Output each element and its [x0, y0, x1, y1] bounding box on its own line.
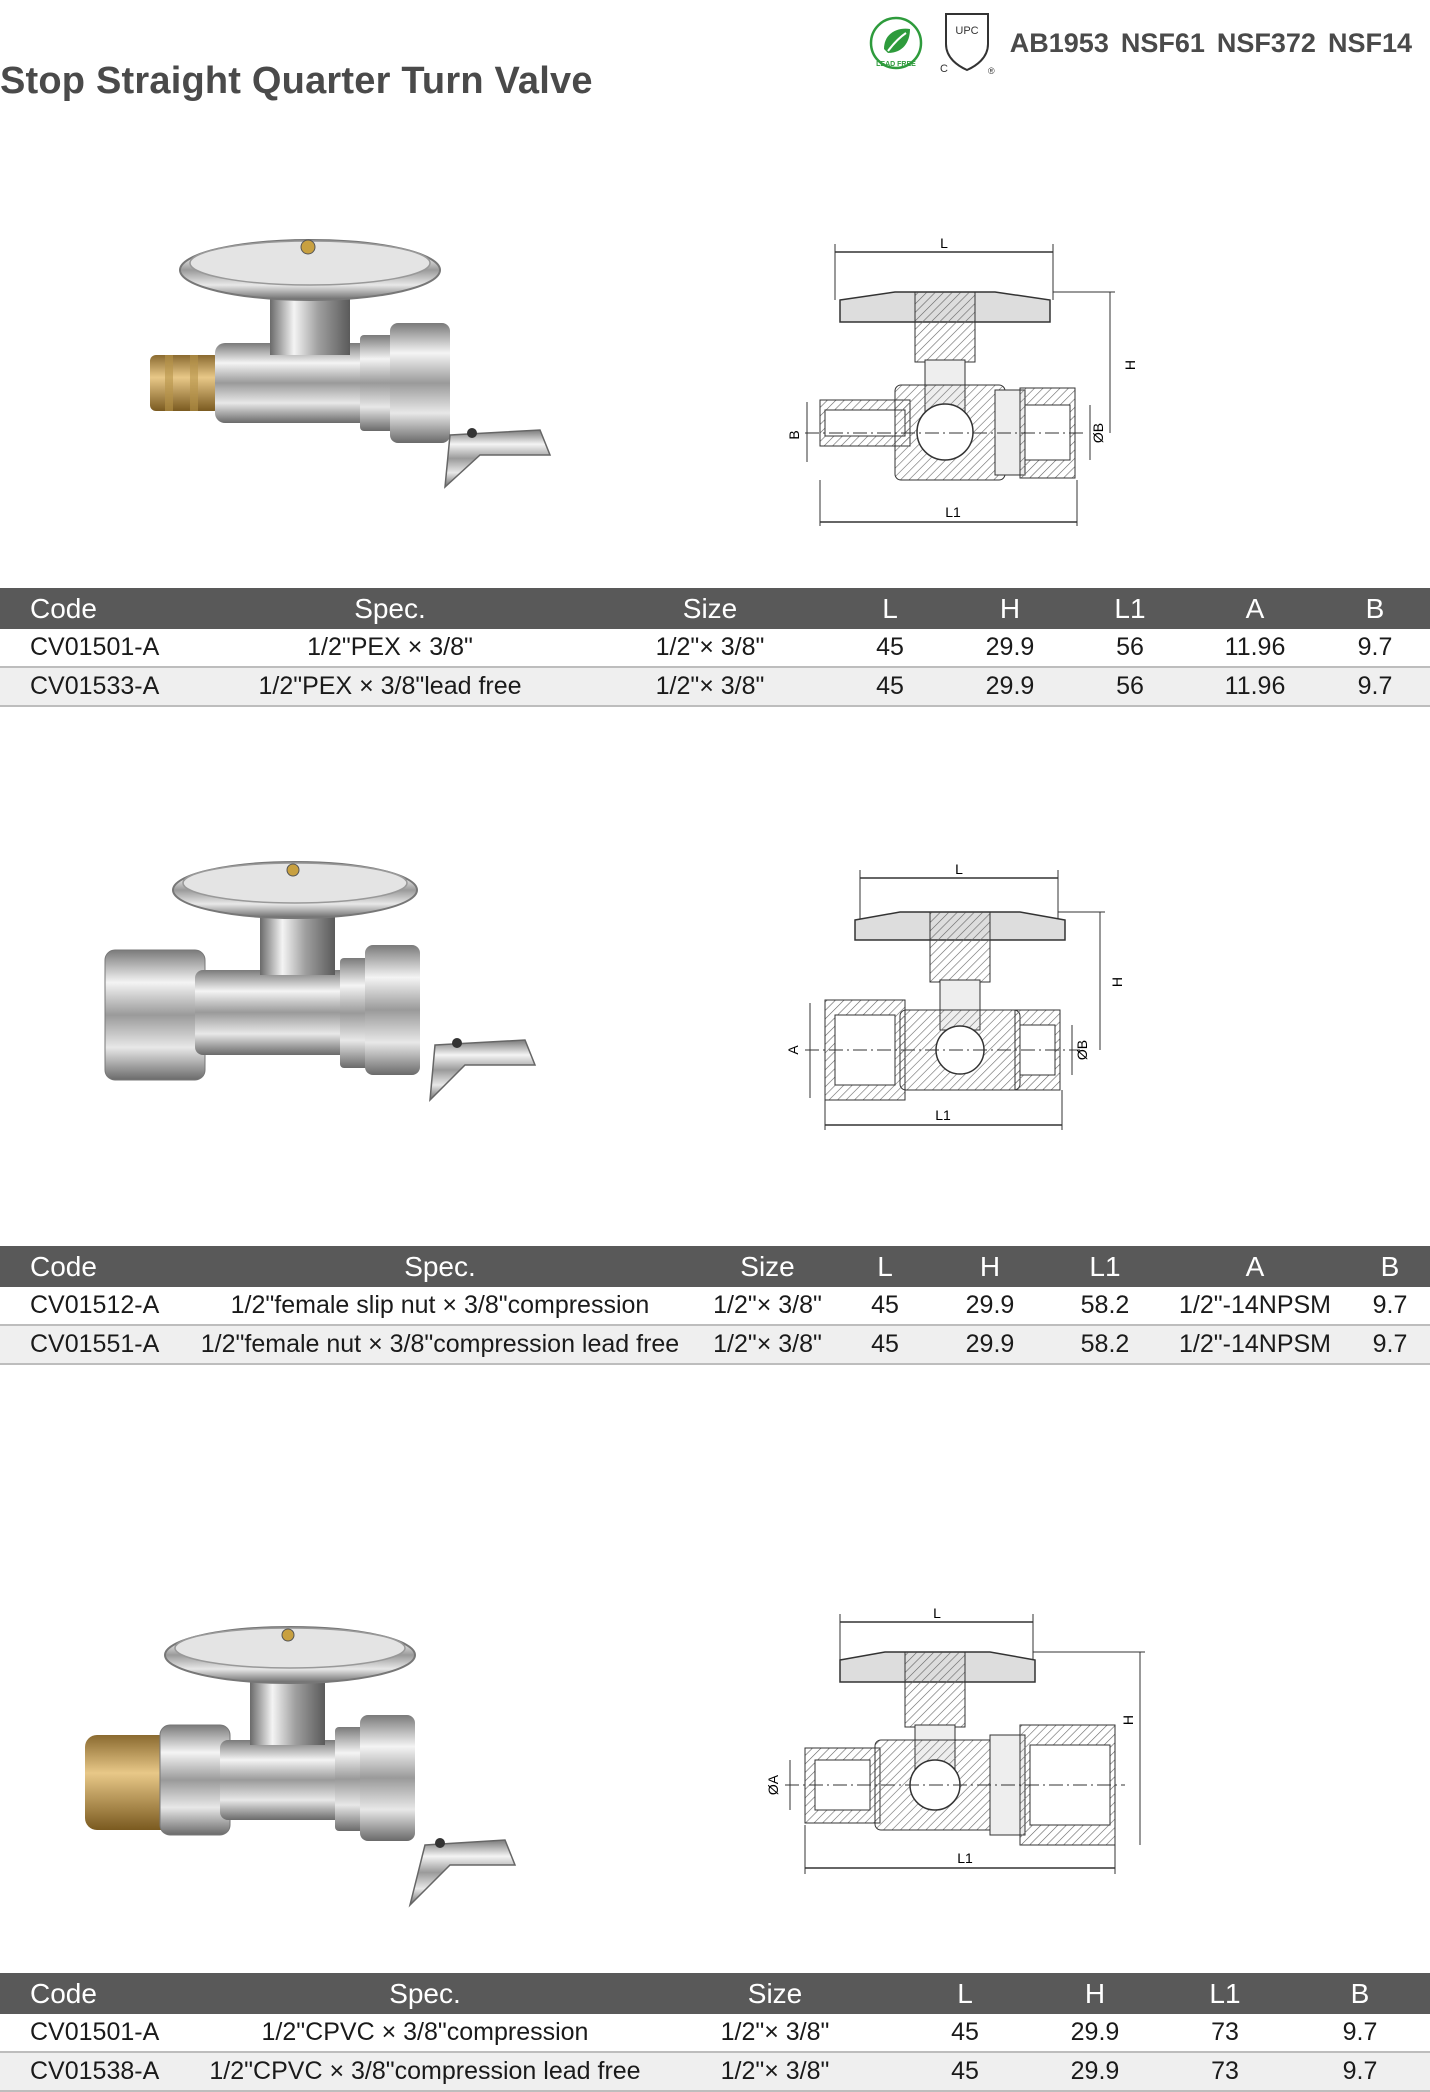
- col-a: A: [1190, 588, 1320, 629]
- valve-photo-female-nut: [95, 850, 555, 1110]
- dim-label-ob: ØB: [1074, 1039, 1090, 1061]
- valve-photo-cpvc: [80, 1615, 540, 1915]
- dim-label-h: H: [1122, 359, 1138, 371]
- standard-nsf61: NSF61: [1120, 27, 1205, 58]
- cell-l1: 56: [1070, 629, 1190, 667]
- dim-label-h: H: [1120, 1714, 1136, 1726]
- cell-code: CV01551-A: [0, 1325, 185, 1364]
- valve-drawing-cpvc: [765, 1600, 1165, 1885]
- dim-label-l1: L1: [957, 1850, 973, 1866]
- cell-b: 9.7: [1320, 667, 1430, 706]
- valve-handle-icon: [430, 1038, 535, 1100]
- page-title: Stop Straight Quarter Turn Valve: [0, 60, 593, 102]
- cell-size: 1/2"× 3/8": [590, 629, 830, 667]
- valve-handle-icon: [445, 428, 550, 487]
- lead-free-label: LEAD FREE: [875, 61, 916, 68]
- cell-a: 1/2"-14NPSM: [1160, 1325, 1350, 1364]
- valve-drawing-female-nut: [780, 860, 1160, 1130]
- cell-l: 45: [840, 1287, 930, 1325]
- cell-h: 29.9: [1030, 2014, 1160, 2052]
- spec-table-cpvc: [0, 1973, 1430, 2092]
- dim-label-l: L: [940, 235, 948, 251]
- cell-b: 9.7: [1350, 1325, 1430, 1364]
- table-row: [0, 1287, 1430, 1325]
- standard-ab1953: AB1953: [1009, 27, 1109, 58]
- cell-h: 29.9: [950, 629, 1070, 667]
- cell-size: 1/2"× 3/8": [650, 2014, 900, 2052]
- table-header-row: [0, 588, 1430, 629]
- table-header-row: [0, 1246, 1430, 1287]
- col-l1: L1: [1050, 1246, 1160, 1287]
- dim-label-h: H: [1109, 976, 1125, 988]
- cell-l: 45: [900, 2014, 1030, 2052]
- cell-size: 1/2"× 3/8": [695, 1287, 840, 1325]
- col-spec: Spec.: [190, 588, 590, 629]
- dim-label-oa: ØA: [765, 1774, 781, 1796]
- dim-label-l1: L1: [935, 1107, 951, 1123]
- cell-size: 1/2"× 3/8": [650, 2052, 900, 2091]
- cell-code: CV01512-A: [0, 1287, 185, 1325]
- cell-h: 29.9: [930, 1325, 1050, 1364]
- spec-table-female-nut: [0, 1246, 1430, 1365]
- upc-label: UPC: [955, 25, 979, 37]
- cell-l1: 73: [1160, 2052, 1290, 2091]
- cell-b: 9.7: [1320, 629, 1430, 667]
- col-h: H: [950, 588, 1070, 629]
- table-row: [0, 629, 1430, 667]
- cell-code: CV01533-A: [0, 667, 190, 706]
- cell-a: 11.96: [1190, 667, 1320, 706]
- cell-l: 45: [900, 2052, 1030, 2091]
- cell-code: CV01501-A: [0, 629, 190, 667]
- col-h: H: [930, 1246, 1050, 1287]
- cell-l1: 58.2: [1050, 1325, 1160, 1364]
- dim-label-l: L: [955, 861, 963, 877]
- dim-label-l1: L1: [945, 504, 961, 520]
- cell-b: 9.7: [1290, 2014, 1430, 2052]
- valve-photo-pex: [120, 225, 560, 495]
- cell-h: 29.9: [1030, 2052, 1160, 2091]
- col-size: Size: [695, 1246, 840, 1287]
- col-b: B: [1350, 1246, 1430, 1287]
- table-row: [0, 2052, 1430, 2091]
- cell-l: 45: [830, 629, 950, 667]
- table-row: [0, 1325, 1430, 1364]
- cell-l1: 56: [1070, 667, 1190, 706]
- lead-free-icon: [868, 15, 924, 71]
- col-code: Code: [0, 588, 190, 629]
- upc-shield-icon: [936, 10, 998, 76]
- cell-spec: 1/2"female slip nut × 3/8"compression: [185, 1287, 695, 1325]
- spec-table-pex: [0, 588, 1430, 707]
- cell-spec: 1/2"CPVC × 3/8"compression: [200, 2014, 650, 2052]
- cell-spec: 1/2"PEX × 3/8"lead free: [190, 667, 590, 706]
- col-a: A: [1160, 1246, 1350, 1287]
- col-l: L: [900, 1973, 1030, 2014]
- col-l: L: [840, 1246, 930, 1287]
- standard-nsf14: NSF14: [1327, 27, 1412, 58]
- dim-label-l: L: [933, 1605, 941, 1621]
- dim-label-a: A: [785, 1045, 801, 1055]
- table-header-row: [0, 1973, 1430, 2014]
- col-size: Size: [590, 588, 830, 629]
- cell-a: 11.96: [1190, 629, 1320, 667]
- table-row: [0, 667, 1430, 706]
- col-b: B: [1290, 1973, 1430, 2014]
- valve-drawing-pex: [785, 230, 1165, 530]
- col-code: Code: [0, 1973, 200, 2014]
- dim-label-ob: ØB: [1090, 422, 1106, 444]
- cell-code: CV01538-A: [0, 2052, 200, 2091]
- upc-c-label: C: [939, 63, 948, 75]
- cell-size: 1/2"× 3/8": [590, 667, 830, 706]
- table-row: [0, 2014, 1430, 2052]
- col-code: Code: [0, 1246, 185, 1287]
- cell-spec: 1/2"female nut × 3/8"compression lead free: [185, 1325, 695, 1364]
- col-b: B: [1320, 588, 1430, 629]
- col-l1: L1: [1160, 1973, 1290, 2014]
- cell-spec: 1/2"CPVC × 3/8"compression lead free: [200, 2052, 650, 2091]
- cell-l1: 73: [1160, 2014, 1290, 2052]
- dim-label-b: B: [786, 430, 802, 440]
- col-l1: L1: [1070, 588, 1190, 629]
- cell-l: 45: [830, 667, 950, 706]
- col-l: L: [830, 588, 950, 629]
- standard-nsf372: NSF372: [1216, 27, 1316, 58]
- col-spec: Spec.: [185, 1246, 695, 1287]
- col-spec: Spec.: [200, 1973, 650, 2014]
- cell-size: 1/2"× 3/8": [695, 1325, 840, 1364]
- certification-row: [868, 10, 1412, 76]
- cell-spec: 1/2"PEX × 3/8": [190, 629, 590, 667]
- valve-handle-icon: [410, 1838, 515, 1905]
- cell-b: 9.7: [1290, 2052, 1430, 2091]
- cell-h: 29.9: [930, 1287, 1050, 1325]
- cell-a: 1/2"-14NPSM: [1160, 1287, 1350, 1325]
- cell-b: 9.7: [1350, 1287, 1430, 1325]
- col-h: H: [1030, 1973, 1160, 2014]
- cell-l: 45: [840, 1325, 930, 1364]
- cell-h: 29.9: [950, 667, 1070, 706]
- cell-l1: 58.2: [1050, 1287, 1160, 1325]
- cell-code: CV01501-A: [0, 2014, 200, 2052]
- upc-registered-mark: ®: [987, 66, 995, 76]
- col-size: Size: [650, 1973, 900, 2014]
